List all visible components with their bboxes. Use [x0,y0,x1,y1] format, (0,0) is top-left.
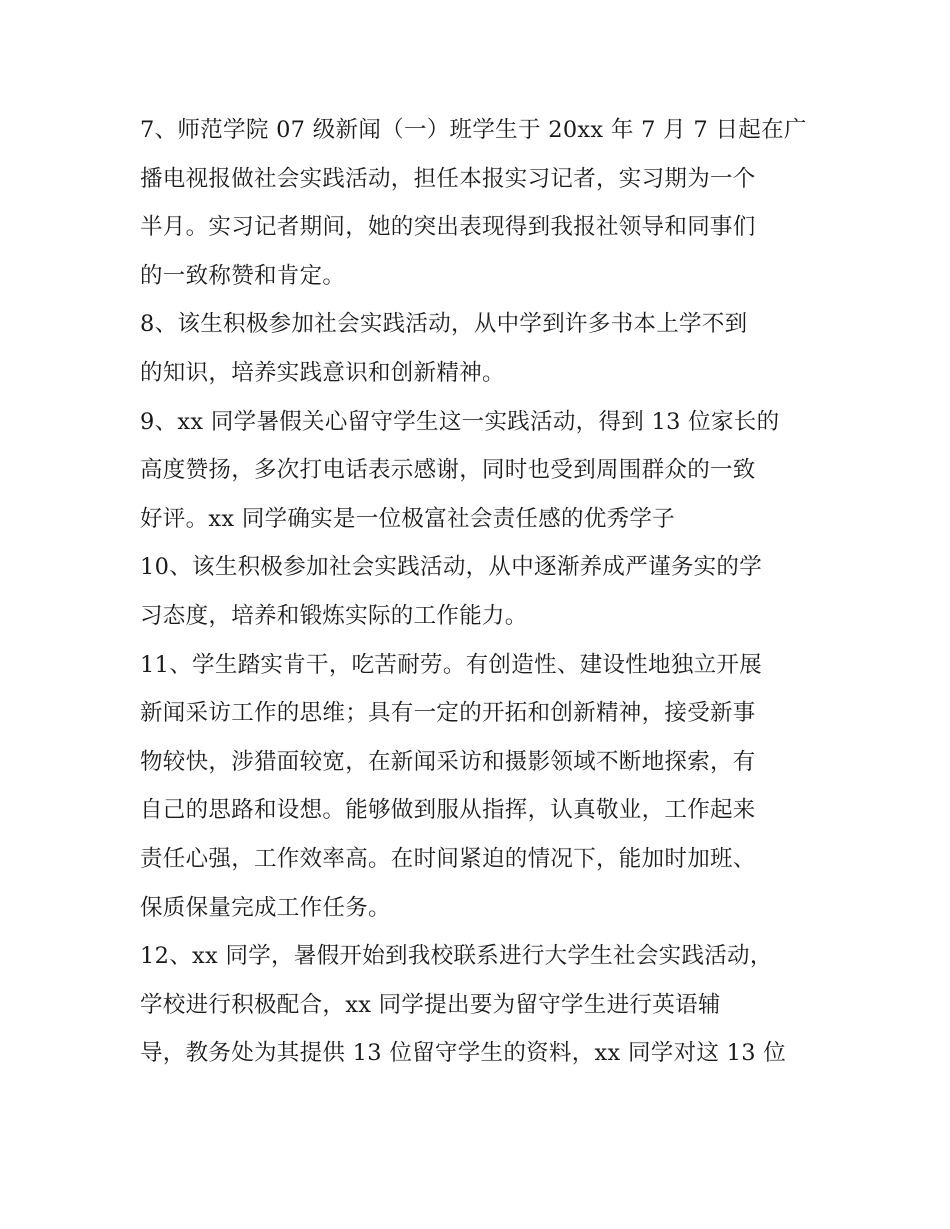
text-line: 保质保量完成工作任务。 [140,894,391,921]
text-line: 9、xx 同学暑假关心留守学生这一实践活动，得到 13 位家长的 [140,408,780,435]
text-line: 新闻采访工作的思维；具有一定的开拓和创新精神，接受新事 [140,700,756,727]
text-line: 半月。实习记者期间，她的突出表现得到我报社领导和同事们 [140,214,756,241]
text-line: 物较快，涉猎面较宽，在新闻采访和摄影领域不断地探索，有 [140,748,756,775]
text-line: 自己的思路和设想。能够做到服从指挥，认真敬业，工作起来 [140,797,756,824]
text-line: 播电视报做社会实践活动，担任本报实习记者，实习期为一个 [140,165,756,192]
text-line: 责任心强，工作效率高。在时间紧迫的情况下，能加时加班、 [140,845,756,872]
text-line: 习态度，培养和锻炼实际的工作能力。 [140,602,528,629]
text-line: 11、学生踏实肯干，吃苦耐劳。有创造性、建设性地独立开展 [140,651,763,678]
text-line: 好评。xx 同学确实是一位极富社会责任感的优秀学子 [140,505,676,532]
text-line: 学校进行积极配合，xx 同学提出要为留守学生进行英语辅 [140,991,721,1018]
text-line: 高度赞扬，多次打电话表示感谢，同时也受到周围群众的一致 [140,457,756,484]
text-line: 8、该生积极参加社会实践活动，从中学到许多书本上学不到 [140,311,748,338]
text-line: 7、师范学院 07 级新闻（一）班学生于 20xx 年 7 月 7 日起在广 [140,117,807,143]
text-line: 的一致称赞和肯定。 [140,262,346,289]
document-body [140,106,830,1078]
text-line: 的知识，培养实践意识和创新精神。 [140,359,505,386]
text-line: 10、该生积极参加社会实践活动，从中逐渐养成严谨务实的学 [140,554,763,581]
text-line: 导，教务处为其提供 13 位留守学生的资料，xx 同学对这 13 位 [140,1040,787,1067]
text-line: 12、xx 同学，暑假开始到我校联系进行大学生社会实践活动， [140,943,773,970]
